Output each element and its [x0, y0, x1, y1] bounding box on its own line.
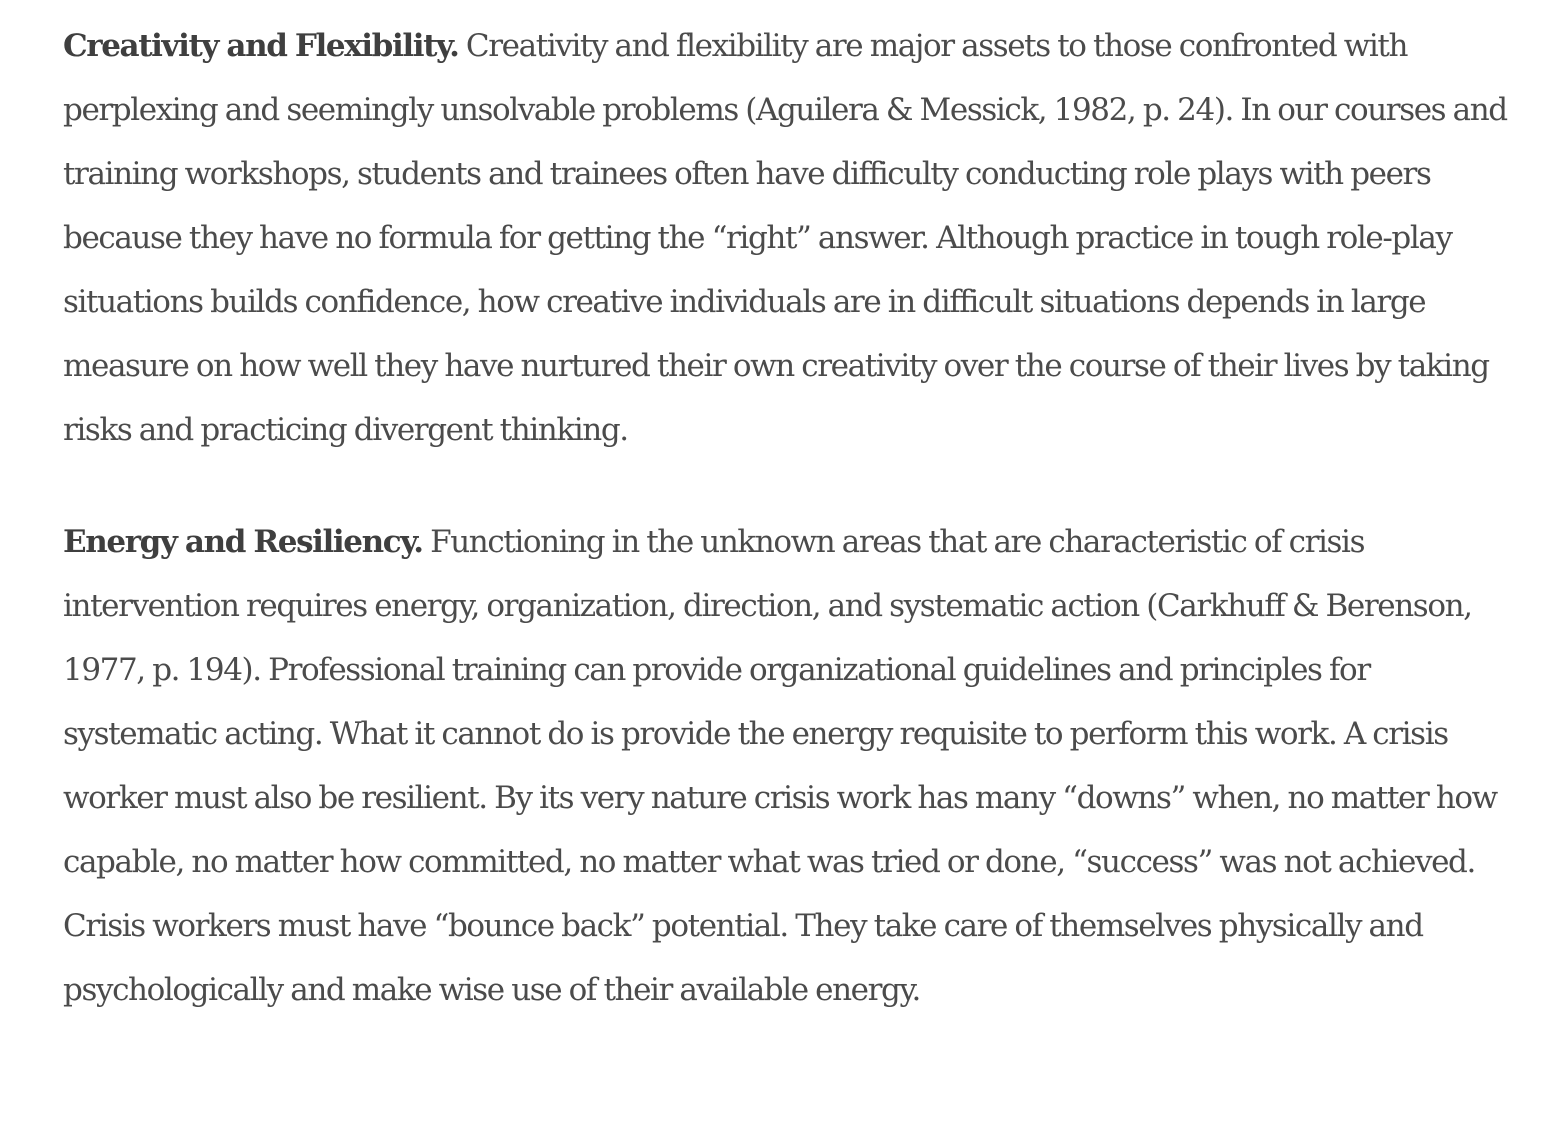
paragraph-text: Creativity and flexibility are major assets to those confronted with perplexing and seemingly unsolvable problems (Aguilera & Messick, 1982, p. 24). In our courses and training workshops, students and trainees often have difficulty conducting role plays with peers because they have no formula for getting the “right” answer. Although practice in tough role-play situations builds confidence, how creative individuals are in difficult situations depends in large measure on how well they have nurtured their own creativity over the course of their lives by taking risks and practicing divergent thinking.: [63, 28, 1507, 448]
document-body: [63, 14, 1509, 1070]
paragraph-heading: Energy and Resiliency.: [63, 524, 423, 560]
paragraph-energy-resiliency: [63, 510, 1509, 1022]
paragraph-creativity-flexibility: [63, 14, 1509, 462]
paragraph-heading: Creativity and Flexibility.: [63, 28, 459, 64]
paragraph-text: Functioning in the unknown areas that are characteristic of crisis intervention requires energy, organization, direction, and systematic action (Carkhuff & Berenson, 1977, p. 194). Professional training can provide organizational guidelines and principles for systematic acting. What it cannot do is provide the energy requisite to perform this work. A crisis worker must also be resilient. By its very nature crisis work has many “downs” when, no matter how capable, no matter how committed, no matter what was tried or done, “success” was not achieved. Crisis workers must have “bounce back” potential. They take care of themselves physically and psychologically and make wise use of their available energy.: [63, 524, 1497, 1008]
